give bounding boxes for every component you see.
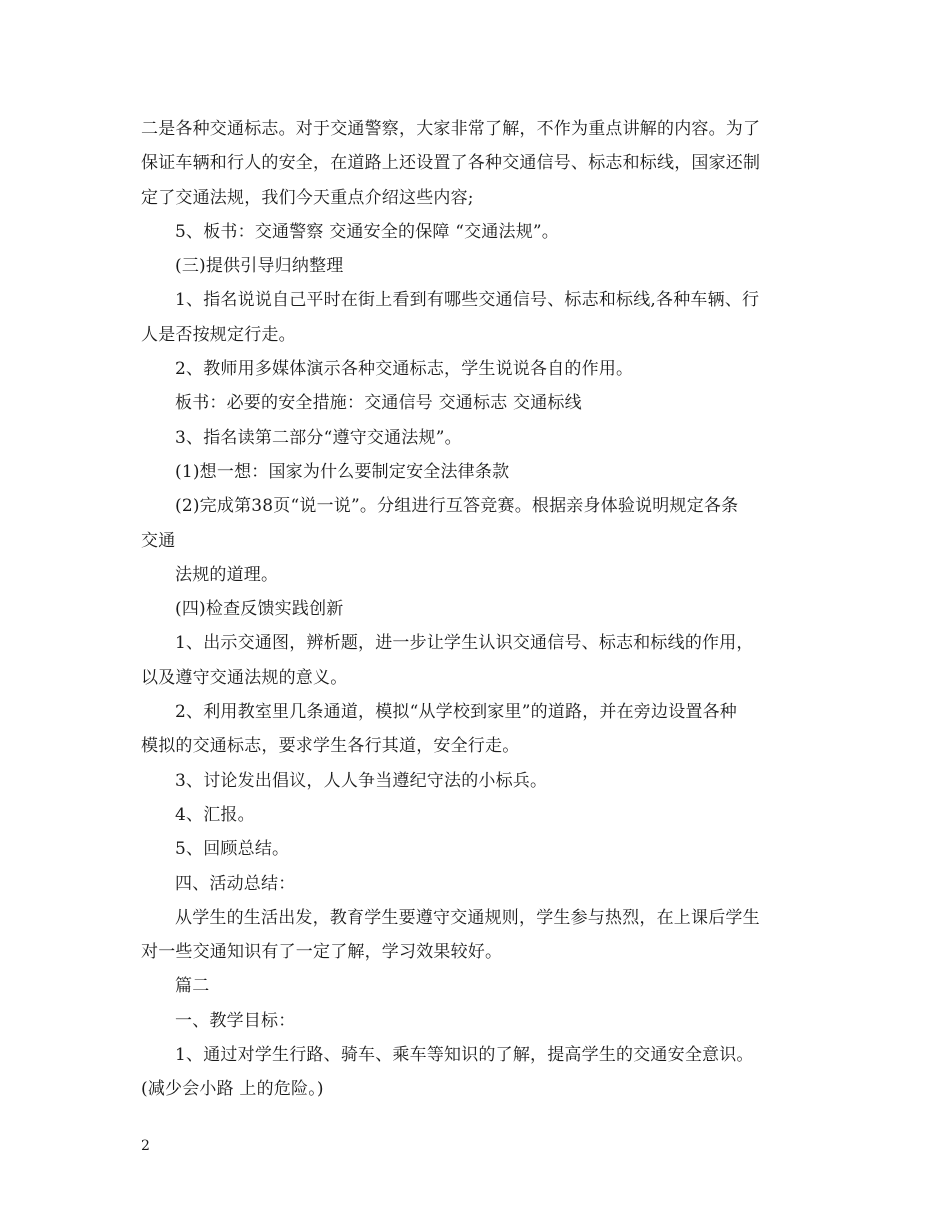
text-line: 二是各种交通标志。对于交通警察，大家非常了解，不作为重点讲解的内容。为了 [141, 119, 761, 139]
text-line: 一、教学目标： [175, 1010, 296, 1031]
text-line: 以及遵守交通法规的意义。 [141, 667, 348, 688]
text-line: 5、回顾总结。 [175, 839, 290, 860]
document-body [141, 112, 811, 1107]
text-line: 篇二 [175, 976, 210, 997]
text-line: 交通 [141, 530, 176, 551]
text-line: 5、板书：交通警察 交通安全的保障 “交通法规”。 [175, 221, 560, 242]
text-line: 1、出示交通图，辨析题，进一步让学生认识交通信号、标志和标线的作用， [175, 633, 754, 654]
text-line: 模拟的交通标志，要求学生各行其道，安全行走。 [141, 736, 520, 757]
text-line: 1、指名说说自己平时在街上看到有哪些交通信号、标志和标线,各种车辆、行 [175, 290, 760, 311]
text-line: 定了交通法规，我们今天重点介绍这些内容; [141, 187, 474, 208]
text-line: 法规的道理。 [175, 564, 279, 585]
page-number: 2 [141, 1138, 150, 1154]
text-line: 四、活动总结： [175, 873, 296, 894]
text-line: (2)完成第38页“说一说”。分组进行互答竞赛。根据亲身体验说明规定各条 [175, 496, 739, 517]
text-line: (减少会小路 上的危险。) [141, 1079, 324, 1100]
text-line: 3、指名读第二部分“遵守交通法规”。 [175, 427, 462, 448]
text-line: 对一些交通知识有了一定了解，学习效果较好。 [141, 942, 503, 963]
text-line: (四)检查反馈实践创新 [175, 599, 344, 620]
text-line: 人是否按规定行走。 [141, 324, 296, 345]
text-line: 保证车辆和行人的安全，在道路上还设置了各种交通信号、标志和标线，国家还制 [141, 153, 761, 174]
text-line: 板书：必要的安全措施：交通信号 交通标志 交通标线 [175, 393, 582, 414]
text-line: 4、汇报。 [175, 804, 255, 825]
text-line: 3、讨论发出倡议，人人争当遵纪守法的小标兵。 [175, 770, 548, 791]
text-line: 从学生的生活出发，教育学生要遵守交通规则，学生参与热烈，在上课后学生 [175, 907, 760, 928]
text-line: (三)提供引导归纳整理 [175, 256, 344, 277]
text-line: 1、通过对学生行路、骑车、乘车等知识的了解，提高学生的交通安全意识。 [175, 1045, 754, 1066]
text-line: (1)想一想：国家为什么要制定安全法律条款 [175, 461, 510, 482]
text-line: 2、利用教室里几条通道，模拟“从学校到家里”的道路，并在旁边设置各种 [175, 702, 737, 723]
text-line: 2、教师用多媒体演示各种交通标志，学生说说各自的作用。 [175, 359, 634, 380]
